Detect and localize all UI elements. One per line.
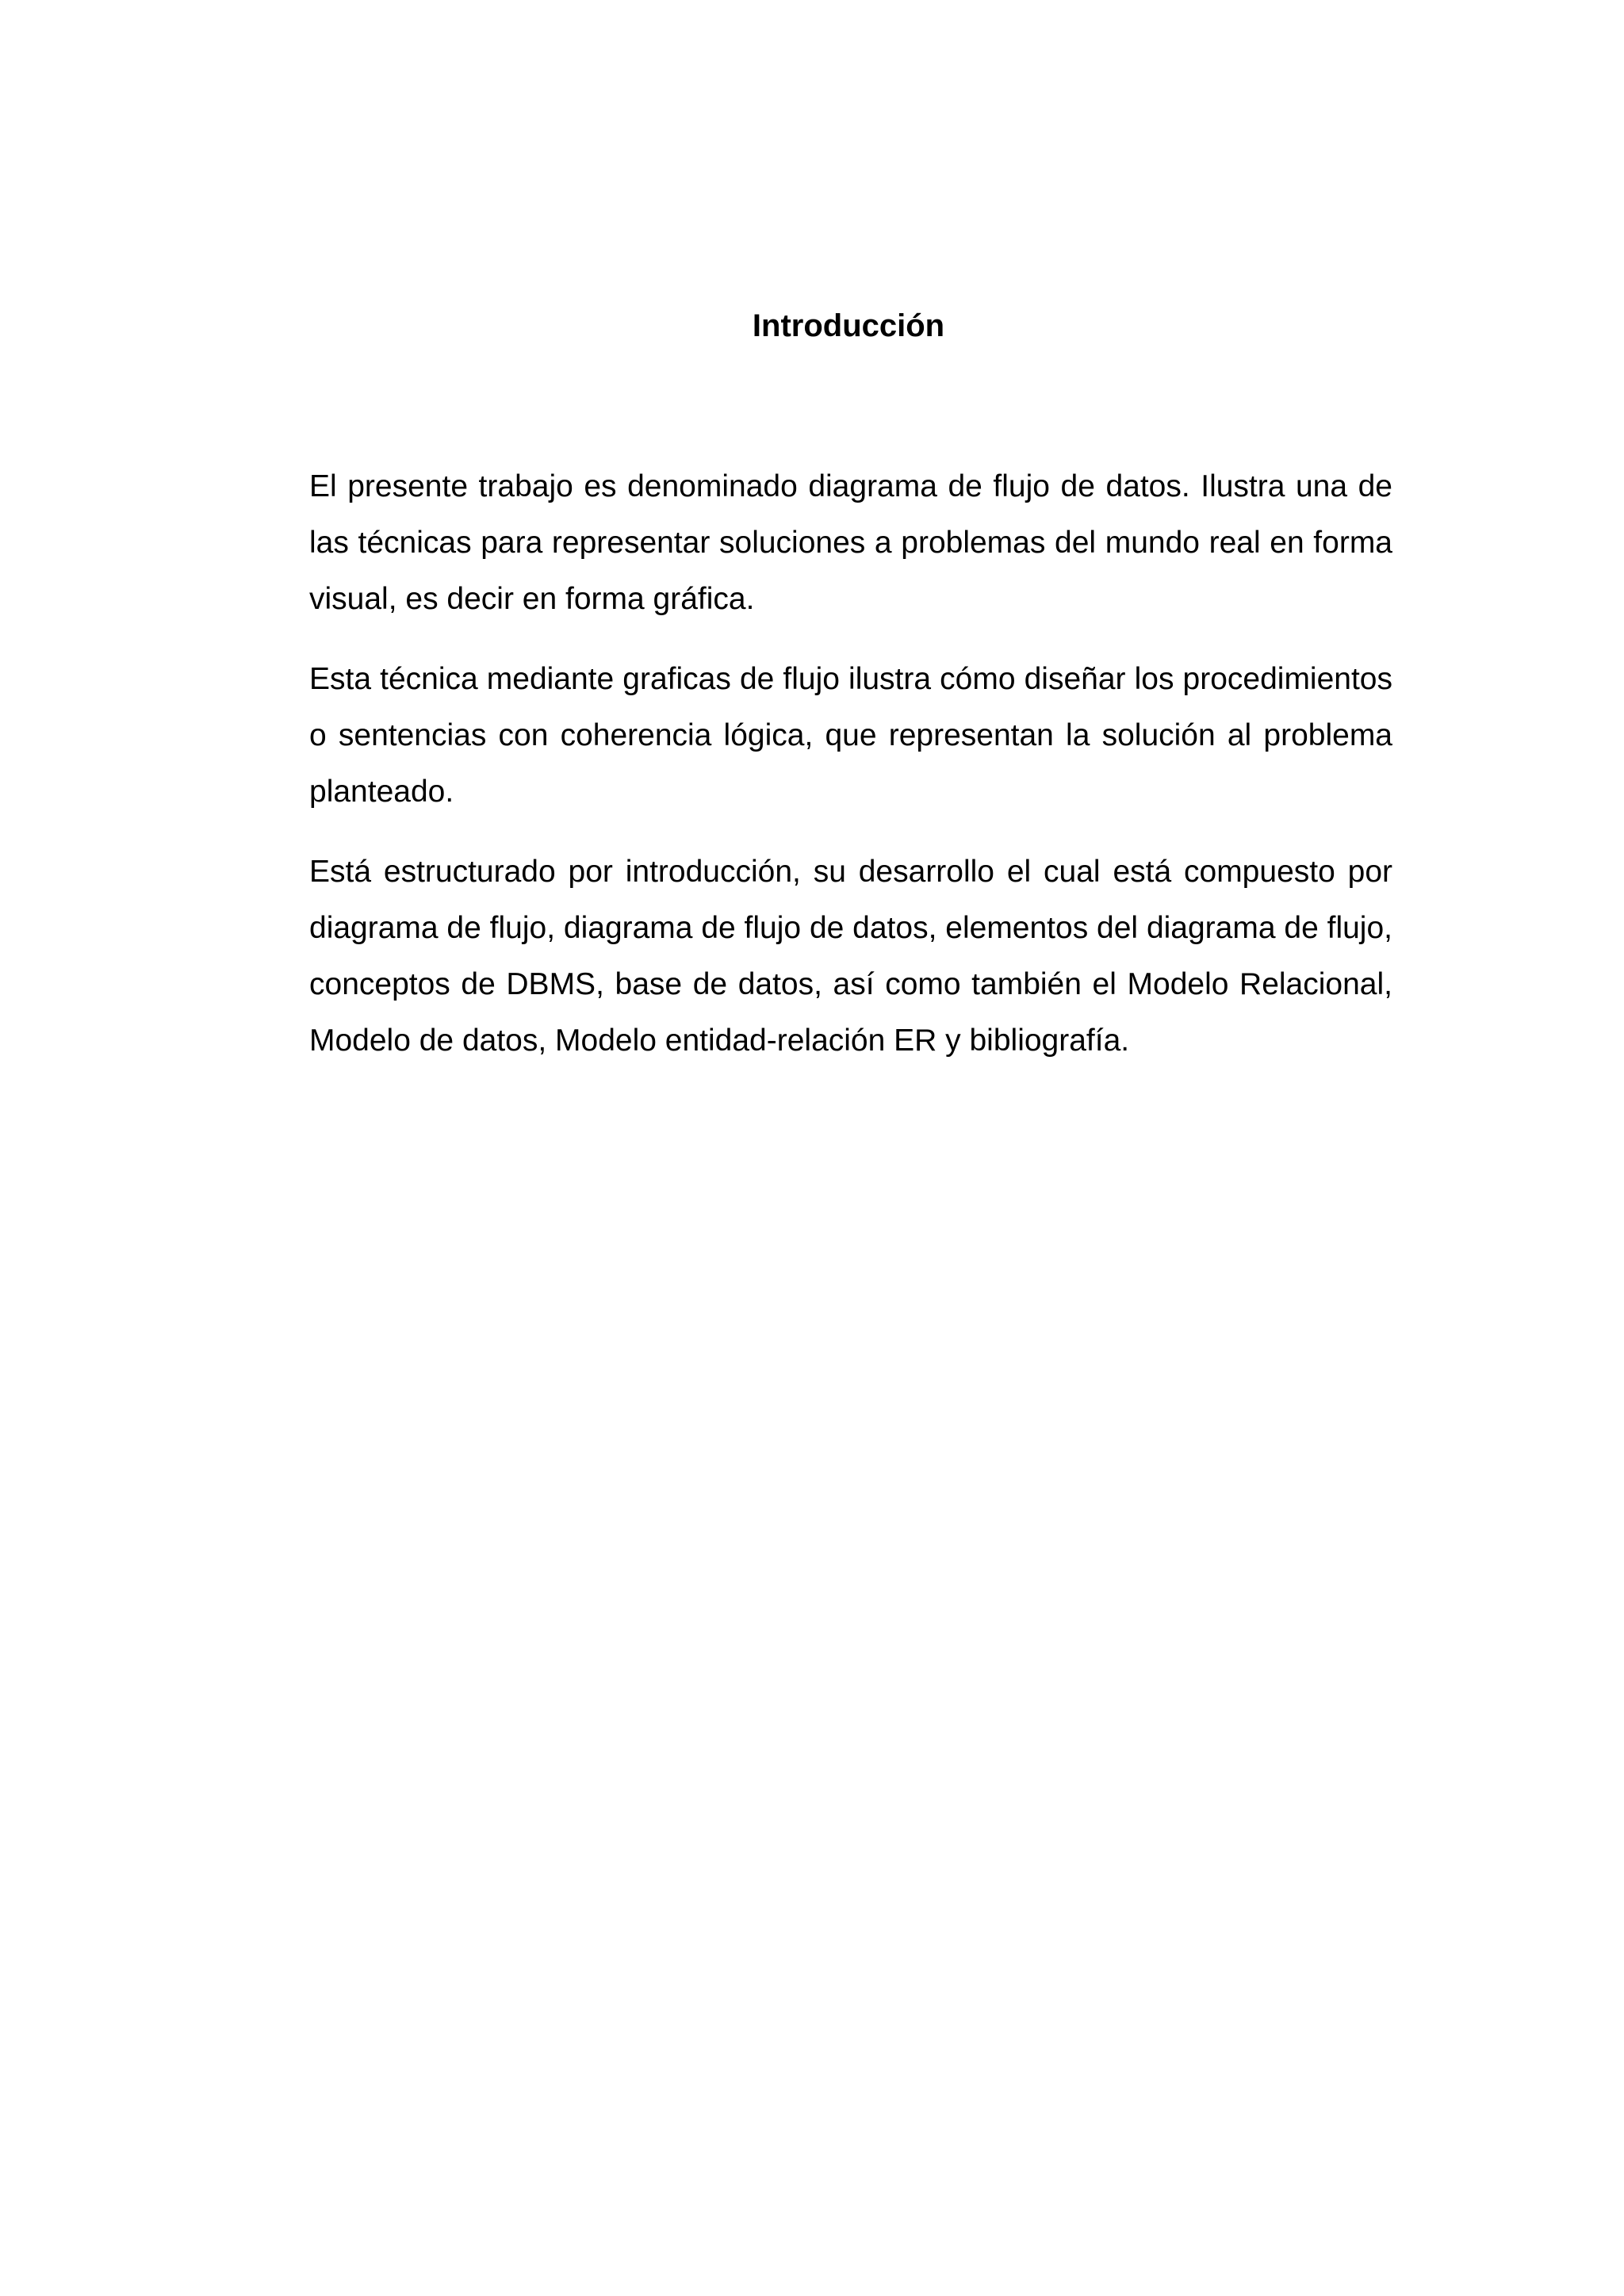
page-title: Introducción [752,308,945,343]
paragraph-1: El presente trabajo es denominado diagrama de flujo de datos. Ilustra una de las técnicas para representar soluciones a problemas del mundo real en forma visual, es decir en forma gráfica. [309,469,1392,616]
paragraph-2: Esta técnica mediante graficas de flujo ilustra cómo diseñar los procedimientos o sentencias con coherencia lógica, que representan la solución al problema planteado. [309,662,1392,809]
paragraph-3: Está estructurado por introducción, su desarrollo el cual está compuesto por diagrama de flujo, diagrama de flujo de datos, elementos del diagrama de flujo, conceptos de DBMS, base de datos, así como también el Modelo Relacional, Modelo de datos, Modelo entidad-relación ER y bibliografía. [309,855,1392,1058]
document-body [309,458,1392,1093]
